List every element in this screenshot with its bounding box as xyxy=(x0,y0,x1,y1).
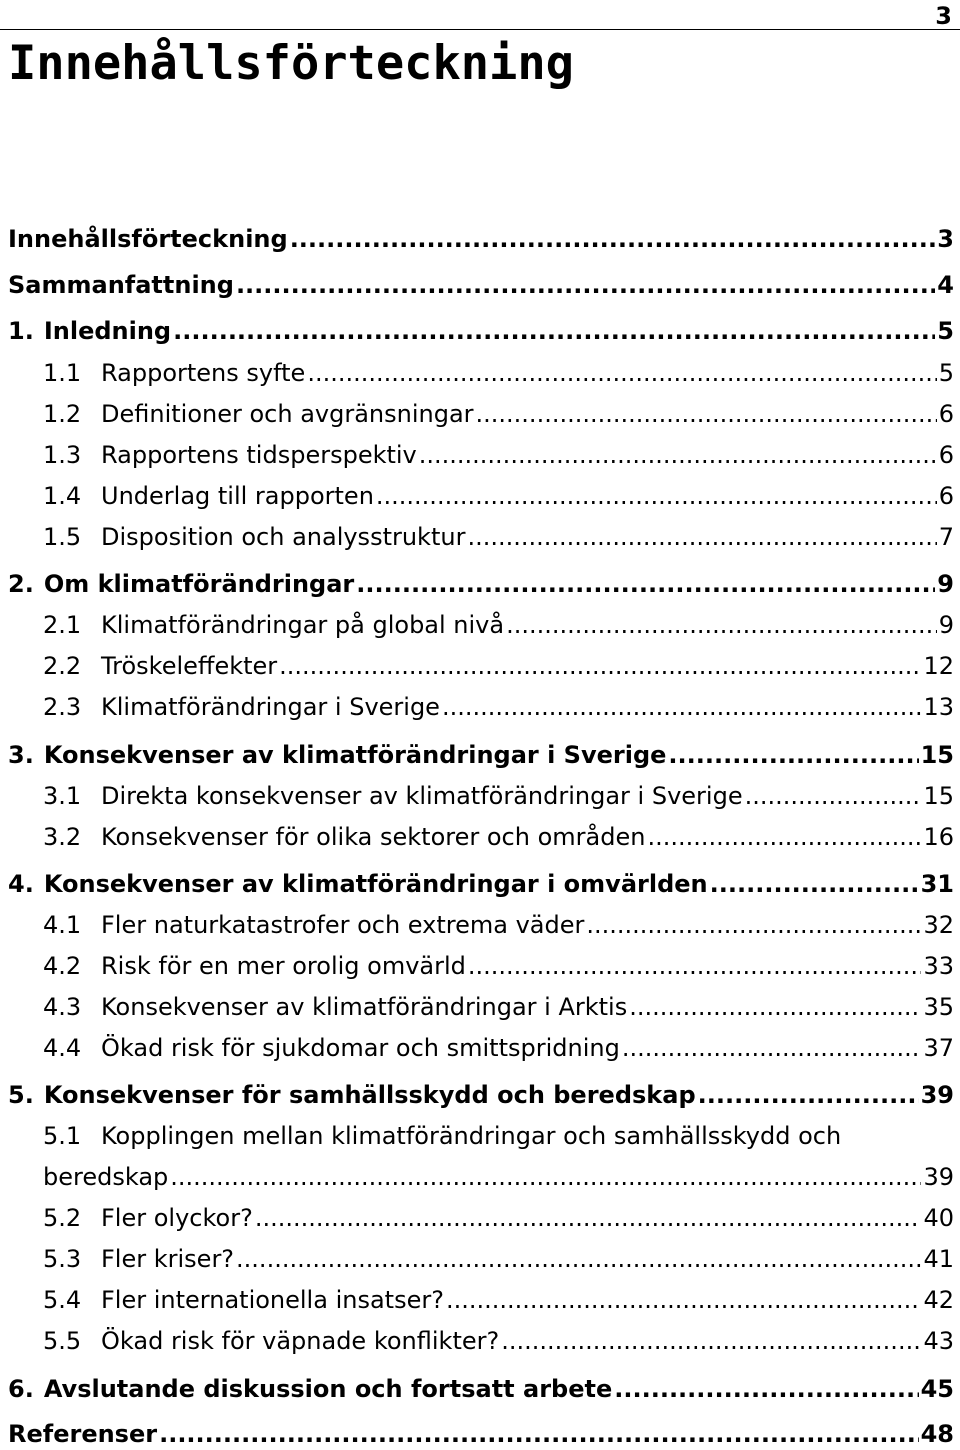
toc-entry-number: 3.2 xyxy=(43,823,82,851)
toc-entry[interactable] xyxy=(8,357,954,389)
toc-entry[interactable] xyxy=(8,439,954,471)
toc-entry-title: Risk för en mer orolig omvärld xyxy=(101,952,466,980)
toc-dot-leader xyxy=(501,1325,921,1357)
toc-entry-page: 5 xyxy=(937,317,954,345)
toc-entry-title: Sammanfattning xyxy=(8,271,234,299)
toc-entry-title: Konsekvenser av klimatförändringar i Sverige xyxy=(43,741,667,769)
toc-entry-page: 33 xyxy=(923,952,954,980)
toc-dot-leader xyxy=(255,1202,922,1234)
toc-entry-number: 1. xyxy=(8,317,34,345)
toc-entry[interactable] xyxy=(8,568,954,600)
toc-entry-page: 41 xyxy=(923,1245,954,1273)
toc-entry-number: 5. xyxy=(8,1081,34,1109)
toc-entry-page: 6 xyxy=(938,482,954,510)
toc-entry-number: 5.1 xyxy=(43,1122,82,1150)
toc-entry-continuation[interactable] xyxy=(8,1161,954,1193)
toc-entry-number: 4. xyxy=(8,870,34,898)
toc-entry-page: 9 xyxy=(938,611,954,639)
toc-dot-leader xyxy=(668,739,918,771)
toc-dot-leader xyxy=(442,691,922,723)
toc-entry-title: Ökad risk för sjukdomar och smittspridning xyxy=(101,1034,620,1062)
toc-entry-page: 45 xyxy=(920,1375,954,1403)
toc-entry-page: 15 xyxy=(923,782,954,810)
toc-entry-title: Om klimatförändringar xyxy=(43,570,355,598)
toc-entry[interactable] xyxy=(8,909,954,941)
toc-entry-number: 4.1 xyxy=(43,911,82,939)
page-number: 3 xyxy=(935,2,952,30)
toc-entry-page: 16 xyxy=(923,823,954,851)
toc-entry[interactable] xyxy=(8,1120,954,1152)
toc-entry-page: 39 xyxy=(920,1081,954,1109)
toc-dot-leader xyxy=(467,521,936,553)
toc-dot-leader xyxy=(745,780,922,812)
toc-entry-page: 32 xyxy=(923,911,954,939)
toc-entry-title: Rapportens syfte xyxy=(101,359,306,387)
toc-dot-leader xyxy=(647,821,921,853)
toc-entry-page: 39 xyxy=(923,1163,954,1191)
toc-dot-leader xyxy=(159,1418,919,1450)
toc-entry[interactable] xyxy=(8,398,954,430)
toc-entry[interactable] xyxy=(8,1373,954,1405)
toc-entry-page: 42 xyxy=(923,1286,954,1314)
toc-entry-page: 31 xyxy=(920,870,954,898)
toc-dot-leader xyxy=(629,991,921,1023)
toc-dot-leader xyxy=(586,909,921,941)
toc-entry[interactable] xyxy=(8,609,954,641)
toc-entry-number: 5.3 xyxy=(43,1245,82,1273)
toc-entry-number: 1.4 xyxy=(43,482,82,510)
toc-dot-leader xyxy=(279,650,921,682)
toc-entry-title: Inledning xyxy=(43,317,172,345)
toc-entry[interactable] xyxy=(8,691,954,723)
toc-entry-title: Innehållsförteckning xyxy=(8,225,288,253)
toc-entry-number: 5.4 xyxy=(43,1286,82,1314)
toc-entry-number: 4.4 xyxy=(43,1034,82,1062)
toc-entry-page: 43 xyxy=(923,1327,954,1355)
toc-dot-leader xyxy=(356,568,935,600)
toc-entry-title: Konsekvenser för samhällsskydd och beredskap xyxy=(43,1081,696,1109)
toc-entry-number: 2.2 xyxy=(43,652,82,680)
toc-entry-page: 4 xyxy=(937,271,954,299)
toc-entry-number: 1.5 xyxy=(43,523,82,551)
toc-entry[interactable] xyxy=(8,950,954,982)
toc-entry-number: 3.1 xyxy=(43,782,82,810)
toc-entry[interactable] xyxy=(8,1202,954,1234)
toc-entry-title: Ökad risk för väpnade konflikter? xyxy=(101,1327,500,1355)
toc-entry[interactable] xyxy=(8,1079,954,1111)
toc-entry-number: 1.3 xyxy=(43,441,82,469)
toc-entry[interactable] xyxy=(8,991,954,1023)
toc-entry-number: 5.5 xyxy=(43,1327,82,1355)
toc-entry[interactable] xyxy=(8,521,954,553)
toc-dot-leader xyxy=(419,439,937,471)
toc-entry-title-continuation: beredskap xyxy=(43,1163,169,1191)
header-rule xyxy=(0,29,960,30)
toc-entry[interactable] xyxy=(8,1032,954,1064)
toc-entry-number: 5.2 xyxy=(43,1204,82,1232)
toc-entry-page: 48 xyxy=(920,1420,954,1448)
toc-dot-leader xyxy=(614,1373,918,1405)
toc-entry-page: 15 xyxy=(920,741,954,769)
toc-entry-title: Disposition och analysstruktur xyxy=(101,523,466,551)
toc-entry[interactable] xyxy=(8,650,954,682)
toc-entry-title: Fler naturkatastrofer och extrema väder xyxy=(101,911,585,939)
toc-entry-number: 3. xyxy=(8,741,34,769)
toc-entry-title: Konsekvenser av klimatförändringar i Arktis xyxy=(101,993,628,1021)
toc-entry[interactable] xyxy=(8,1284,954,1316)
toc-entry[interactable] xyxy=(8,315,954,347)
toc-entry-page: 7 xyxy=(938,523,954,551)
toc-dot-leader xyxy=(290,223,936,255)
toc-dot-leader xyxy=(173,315,935,347)
toc-entry-title: Direkta konsekvenser av klimatförändringar i Sverige xyxy=(101,782,743,810)
toc-entry[interactable] xyxy=(8,1418,954,1450)
toc-entry-title: Fler olyckor? xyxy=(101,1204,253,1232)
toc-entry-page: 6 xyxy=(938,441,954,469)
toc-dot-leader xyxy=(468,950,922,982)
toc-entry-title: Rapportens tidsperspektiv xyxy=(101,441,417,469)
toc-dot-leader xyxy=(446,1284,922,1316)
toc-entry[interactable] xyxy=(8,780,954,812)
toc-entry-page: 13 xyxy=(923,693,954,721)
toc-dot-leader xyxy=(170,1161,921,1193)
toc-entry[interactable] xyxy=(8,868,954,900)
toc-entry[interactable] xyxy=(8,480,954,512)
toc-entry-title: Avslutande diskussion och fortsatt arbete xyxy=(43,1375,613,1403)
toc-dot-leader xyxy=(236,269,935,301)
toc-entry-number: 1.2 xyxy=(43,400,82,428)
toc-entry-number: 4.2 xyxy=(43,952,82,980)
toc-dot-leader xyxy=(710,868,919,900)
toc-entry[interactable] xyxy=(8,269,954,301)
toc-entry-page: 3 xyxy=(937,225,954,253)
toc-entry[interactable] xyxy=(8,1325,954,1357)
toc-entry-number: 4.3 xyxy=(43,993,82,1021)
toc-entry-page: 12 xyxy=(923,652,954,680)
toc-entry[interactable] xyxy=(8,739,954,771)
toc-entry[interactable] xyxy=(8,1243,954,1275)
page-title: Innehållsförteckning xyxy=(8,36,574,91)
toc-entry-number: 6. xyxy=(8,1375,34,1403)
toc-entry-number: 2. xyxy=(8,570,34,598)
toc-dot-leader xyxy=(476,398,937,430)
toc-entry-number: 2.3 xyxy=(43,693,82,721)
toc-entry-page: 40 xyxy=(923,1204,954,1232)
toc-entry-page: 37 xyxy=(923,1034,954,1062)
toc-entry-title: Underlag till rapporten xyxy=(101,482,374,510)
toc-entry-title: Definitioner och avgränsningar xyxy=(101,400,474,428)
toc-entry-page: 5 xyxy=(938,359,954,387)
toc-entry-number: 2.1 xyxy=(43,611,82,639)
toc-entry-page: 35 xyxy=(923,993,954,1021)
toc-entry-page: 9 xyxy=(937,570,954,598)
toc-entry-title: Tröskeleffekter xyxy=(101,652,278,680)
toc-entry[interactable] xyxy=(8,821,954,853)
toc-entry-title: Klimatförändringar i Sverige xyxy=(101,693,440,721)
toc-entry-title: Fler kriser? xyxy=(101,1245,235,1273)
toc-entry-title: Klimatförändringar på global nivå xyxy=(101,611,505,639)
toc-entry-title: Kopplingen mellan klimatförändringar och samhällsskydd och xyxy=(101,1122,842,1150)
toc-dot-leader xyxy=(307,357,936,389)
toc-dot-leader xyxy=(622,1032,922,1064)
toc-dot-leader xyxy=(376,480,937,512)
toc-entry-title: Konsekvenser för olika sektorer och områden xyxy=(101,823,646,851)
toc-entry-title: Referenser xyxy=(8,1420,158,1448)
toc-dot-leader xyxy=(506,609,937,641)
toc-dot-leader xyxy=(698,1079,919,1111)
toc-entry-number: 1.1 xyxy=(43,359,82,387)
toc-dot-leader xyxy=(236,1243,921,1275)
toc-entry-title: Fler internationella insatser? xyxy=(101,1286,444,1314)
toc-entry-page: 6 xyxy=(938,400,954,428)
toc-entry[interactable] xyxy=(8,223,954,255)
toc-entry-title: Konsekvenser av klimatförändringar i omvärlden xyxy=(43,870,708,898)
